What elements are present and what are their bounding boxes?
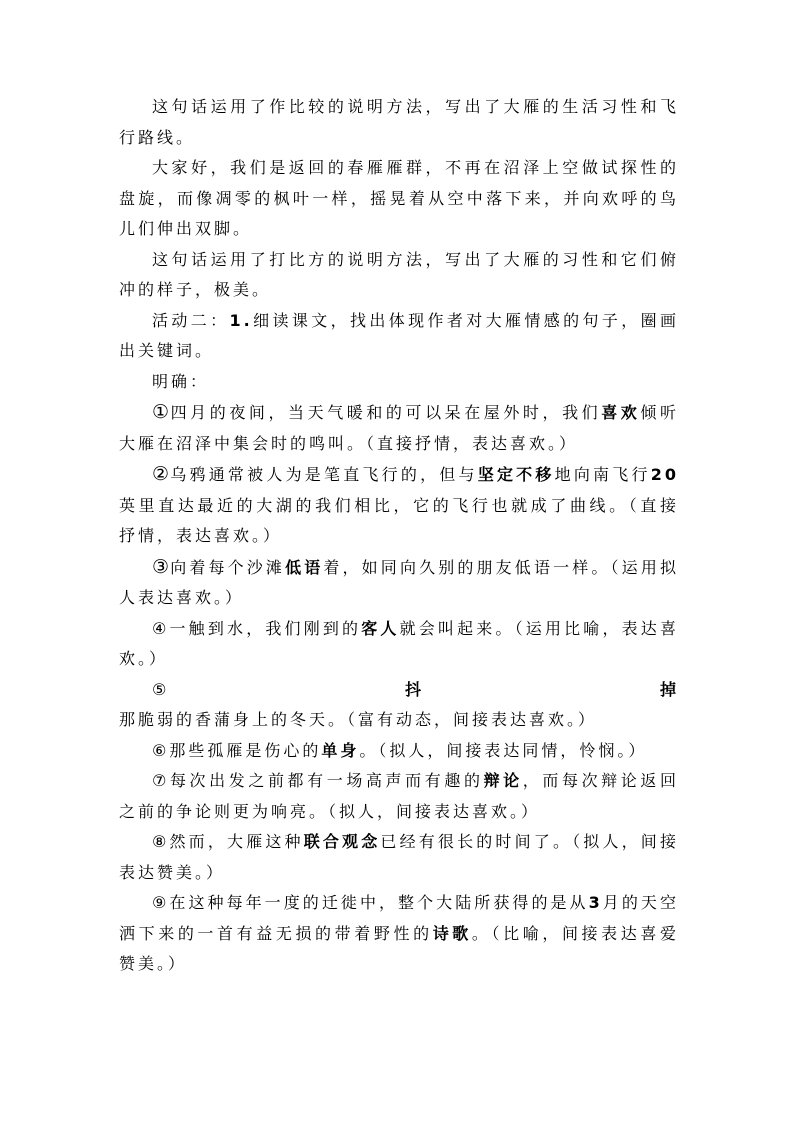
text-segment: 就会叫起来。（运用比喻，表达喜欢。） [119, 618, 679, 668]
text-segment: ⑨在这种每年一度的迁徙中，整个大陆所获得的是从 [152, 893, 589, 912]
text-segment: 这句话运用了作比较的说明方法，写出了大雁的生活习性和飞行路线。 [119, 97, 679, 147]
paragraph-p11 [119, 736, 679, 767]
keyword-highlight: 1. [229, 310, 253, 330]
text-segment: 四月的夜间，当天气暖和的可以呆在屋外时，我们 [170, 403, 602, 422]
keyword-highlight: 低语 [285, 557, 324, 577]
text-segment: ，而每次辩论返回之前的争论则更为响亮。（拟人，间接表达喜欢。） [119, 771, 679, 821]
paragraph-p8 [119, 552, 679, 614]
keyword-highlight: 客人 [361, 618, 400, 638]
text-segment: 大家好，我们是返回的春雁雁群，不再在沼泽上空做试探性的盘旋，而像凋零的枫叶一样，摇晃着从空中落下来，并向欢呼的鸟儿们伸出双脚。 [119, 158, 679, 238]
text-segment: 明确： [152, 371, 210, 391]
item-number-marker: ② [152, 463, 171, 485]
text-segment: 这句话运用了打比方的说明方法，写出了大雁的习性和它们俯冲的样子，极美。 [119, 249, 679, 299]
item-number-marker: ① [152, 401, 171, 423]
keyword-highlight: 20 [650, 465, 679, 484]
keyword-highlight: 联合观念 [303, 832, 381, 851]
paragraph-p6 [119, 397, 679, 459]
text-segment: ⑥那些孤雁是伤心的 [152, 740, 322, 760]
text-segment: 英里直达最近的大湖的我们相比，它的飞行也就成了曲线。（直接抒情，表达喜欢。） [119, 495, 679, 545]
keyword-highlight: 诗歌 [432, 923, 472, 943]
text-segment: 已经有很长的时间了。（拟人，间接表达赞美。） [119, 832, 679, 882]
paragraph-p7 [119, 459, 679, 552]
paragraph-p3 [119, 245, 679, 306]
text-segment: 乌鸦通常被人为是笔直飞行的，但与 [170, 465, 478, 484]
paragraph-p5 [119, 367, 679, 398]
paragraph-p14 [119, 888, 679, 980]
item-number-marker: ③ [152, 555, 171, 578]
text-segment: ⑦每次出发之前都有一场高声而有趣的 [152, 771, 484, 790]
document-body [119, 92, 679, 980]
paragraph-p10 [119, 675, 679, 736]
keyword-highlight: 抖掉 [405, 679, 679, 699]
paragraph-p9 [119, 614, 679, 675]
paragraph-p12 [119, 766, 679, 827]
text-segment: 着，如同向久别的朋友低语一样。（运用拟人表达喜欢。） [119, 557, 679, 607]
text-segment: 月的天空洒下来的一首有益无损的带着野性的 [119, 893, 679, 943]
text-segment: ④一触到水，我们刚到的 [152, 618, 362, 638]
paragraph-p4 [119, 306, 679, 367]
keyword-highlight: 喜欢 [601, 403, 641, 422]
keyword-highlight: 3 [588, 893, 603, 912]
paragraph-p1 [119, 92, 679, 153]
paragraph-p13 [119, 827, 679, 888]
keyword-highlight: 辩论 [483, 771, 523, 790]
text-segment: ⑧然而，大雁这种 [152, 832, 304, 851]
text-segment: 活动二： [152, 310, 230, 330]
text-segment: 倾听大雁在沼泽中集会时的鸣叫。（直接抒情，表达喜欢。） [119, 403, 679, 453]
text-segment: 细读课文，找出体现作者对大雁情感的句子，圈画出关键词。 [119, 310, 679, 360]
paragraph-p2 [119, 153, 679, 245]
text-segment: 向着每个沙滩 [170, 557, 286, 577]
text-segment: 地向南飞行 [554, 465, 651, 484]
text-segment: 那脆弱的香蒲身上的冬天。（富有动态，间接表达喜欢。） [119, 710, 598, 729]
keyword-highlight: 坚定不移 [477, 465, 555, 484]
text-segment: 。（比喻，间接表达喜爱赞美。） [119, 923, 679, 973]
text-segment: 。（拟人，间接表达同情，怜悯。） [359, 740, 648, 760]
keyword-highlight: 单身 [321, 740, 360, 760]
text-segment: ⑤ [152, 679, 406, 699]
